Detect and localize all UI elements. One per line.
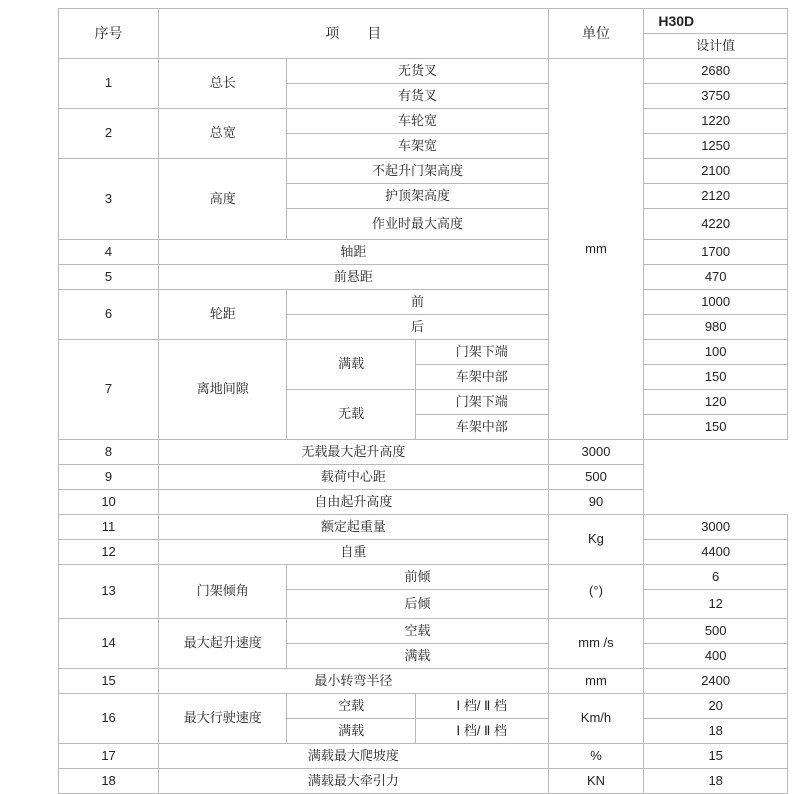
row-index: 7	[59, 340, 159, 440]
row-group: 载荷中心距	[159, 465, 549, 490]
row-value: 150	[644, 365, 788, 390]
row-sub2: 车架中部	[415, 415, 548, 440]
row-sub: 空载	[287, 619, 548, 644]
row-value: 500	[644, 619, 788, 644]
table-row	[59, 240, 788, 265]
row-index: 13	[59, 565, 159, 619]
row-sub: 有货叉	[287, 84, 548, 109]
table-row	[59, 159, 788, 184]
row-group: 最大起升速度	[159, 619, 287, 669]
row-unit: mm	[548, 669, 644, 694]
row-value: 3000	[644, 515, 788, 540]
row-sub: 满载	[287, 719, 415, 744]
row-group: 高度	[159, 159, 287, 240]
row-sub: 车轮宽	[287, 109, 548, 134]
table-header-row	[59, 9, 788, 34]
row-group: 总宽	[159, 109, 287, 159]
row-value: 150	[644, 415, 788, 440]
row-sub: 车架宽	[287, 134, 548, 159]
row-sub: 空载	[287, 694, 415, 719]
row-value: 2100	[644, 159, 788, 184]
row-value: 100	[644, 340, 788, 365]
row-value: 400	[644, 644, 788, 669]
row-unit: Km/h	[548, 694, 644, 744]
row-value: 12	[644, 590, 788, 619]
row-value: 2120	[644, 184, 788, 209]
row-value: 2400	[644, 669, 788, 694]
row-sub2: Ⅰ 档/ Ⅱ 档	[415, 694, 548, 719]
spec-sheet	[0, 8, 800, 788]
row-sub: 不起升门架高度	[287, 159, 548, 184]
row-index: 9	[59, 465, 159, 490]
table-row	[59, 465, 788, 490]
header-unit: 单位	[548, 9, 644, 59]
row-value: 2680	[644, 59, 788, 84]
row-value: 90	[548, 490, 644, 515]
row-sub2: 车架中部	[415, 365, 548, 390]
row-sub: 后	[287, 315, 548, 340]
row-unit: (°)	[548, 565, 644, 619]
table-row	[59, 515, 788, 540]
row-index: 3	[59, 159, 159, 240]
row-value: 470	[644, 265, 788, 290]
row-sub: 满载	[287, 340, 415, 390]
row-sub2: 门架下端	[415, 390, 548, 415]
header-item: 项 目	[159, 9, 549, 59]
row-unit: mm /s	[548, 619, 644, 669]
row-value: 120	[644, 390, 788, 415]
row-value: 20	[644, 694, 788, 719]
row-value: 1700	[644, 240, 788, 265]
row-sub: 无载	[287, 390, 415, 440]
table-row	[59, 59, 788, 84]
row-unit: %	[548, 744, 644, 769]
table-row	[59, 669, 788, 694]
table-row	[59, 265, 788, 290]
row-sub2: 门架下端	[415, 340, 548, 365]
row-value: 18	[644, 719, 788, 744]
row-sub: 无货叉	[287, 59, 548, 84]
row-index: 18	[59, 769, 159, 794]
row-unit: mm	[548, 59, 644, 440]
row-value: 4400	[644, 540, 788, 565]
row-group: 前悬距	[159, 265, 549, 290]
row-unit: Kg	[548, 515, 644, 565]
row-sub: 护顶架高度	[287, 184, 548, 209]
row-sub: 前	[287, 290, 548, 315]
table-row	[59, 619, 788, 644]
table-row	[59, 744, 788, 769]
row-group: 额定起重量	[159, 515, 549, 540]
row-group: 无载最大起升高度	[159, 440, 549, 465]
row-value: 3750	[644, 84, 788, 109]
row-unit: KN	[548, 769, 644, 794]
row-index: 16	[59, 694, 159, 744]
table-row	[59, 694, 788, 719]
header-model: H30D	[644, 9, 788, 34]
row-index: 15	[59, 669, 159, 694]
row-index: 5	[59, 265, 159, 290]
row-index: 10	[59, 490, 159, 515]
row-group: 轴距	[159, 240, 549, 265]
row-value: 18	[644, 769, 788, 794]
row-value: 15	[644, 744, 788, 769]
row-value: 6	[644, 565, 788, 590]
row-value: 500	[548, 465, 644, 490]
row-index: 2	[59, 109, 159, 159]
row-group: 最大行驶速度	[159, 694, 287, 744]
row-group: 门架倾角	[159, 565, 287, 619]
row-group: 自重	[159, 540, 549, 565]
row-index: 12	[59, 540, 159, 565]
row-sub: 前倾	[287, 565, 548, 590]
row-index: 1	[59, 59, 159, 109]
table-row	[59, 490, 788, 515]
row-group: 满载最大爬坡度	[159, 744, 549, 769]
row-group: 满载最大牵引力	[159, 769, 549, 794]
table-row	[59, 109, 788, 134]
header-design-value: 设计值	[644, 34, 788, 59]
row-sub2: Ⅰ 档/ Ⅱ 档	[415, 719, 548, 744]
row-value: 980	[644, 315, 788, 340]
row-group: 最小转弯半径	[159, 669, 549, 694]
table-row	[59, 769, 788, 794]
table-row	[59, 440, 788, 465]
row-index: 6	[59, 290, 159, 340]
row-value: 1250	[644, 134, 788, 159]
row-index: 11	[59, 515, 159, 540]
row-value: 4220	[644, 209, 788, 240]
table-row	[59, 565, 788, 590]
table-row	[59, 540, 788, 565]
specification-table	[58, 8, 788, 794]
header-index: 序号	[59, 9, 159, 59]
row-sub: 后倾	[287, 590, 548, 619]
table-row	[59, 290, 788, 315]
row-group: 离地间隙	[159, 340, 287, 440]
row-group: 总长	[159, 59, 287, 109]
row-index: 14	[59, 619, 159, 669]
row-group: 轮距	[159, 290, 287, 340]
row-group: 自由起升高度	[159, 490, 549, 515]
row-index: 8	[59, 440, 159, 465]
row-sub: 作业时最大高度	[287, 209, 548, 240]
row-value: 3000	[548, 440, 644, 465]
row-index: 4	[59, 240, 159, 265]
row-value: 1220	[644, 109, 788, 134]
row-index: 17	[59, 744, 159, 769]
row-value: 1000	[644, 290, 788, 315]
table-row	[59, 340, 788, 365]
row-sub: 满载	[287, 644, 548, 669]
